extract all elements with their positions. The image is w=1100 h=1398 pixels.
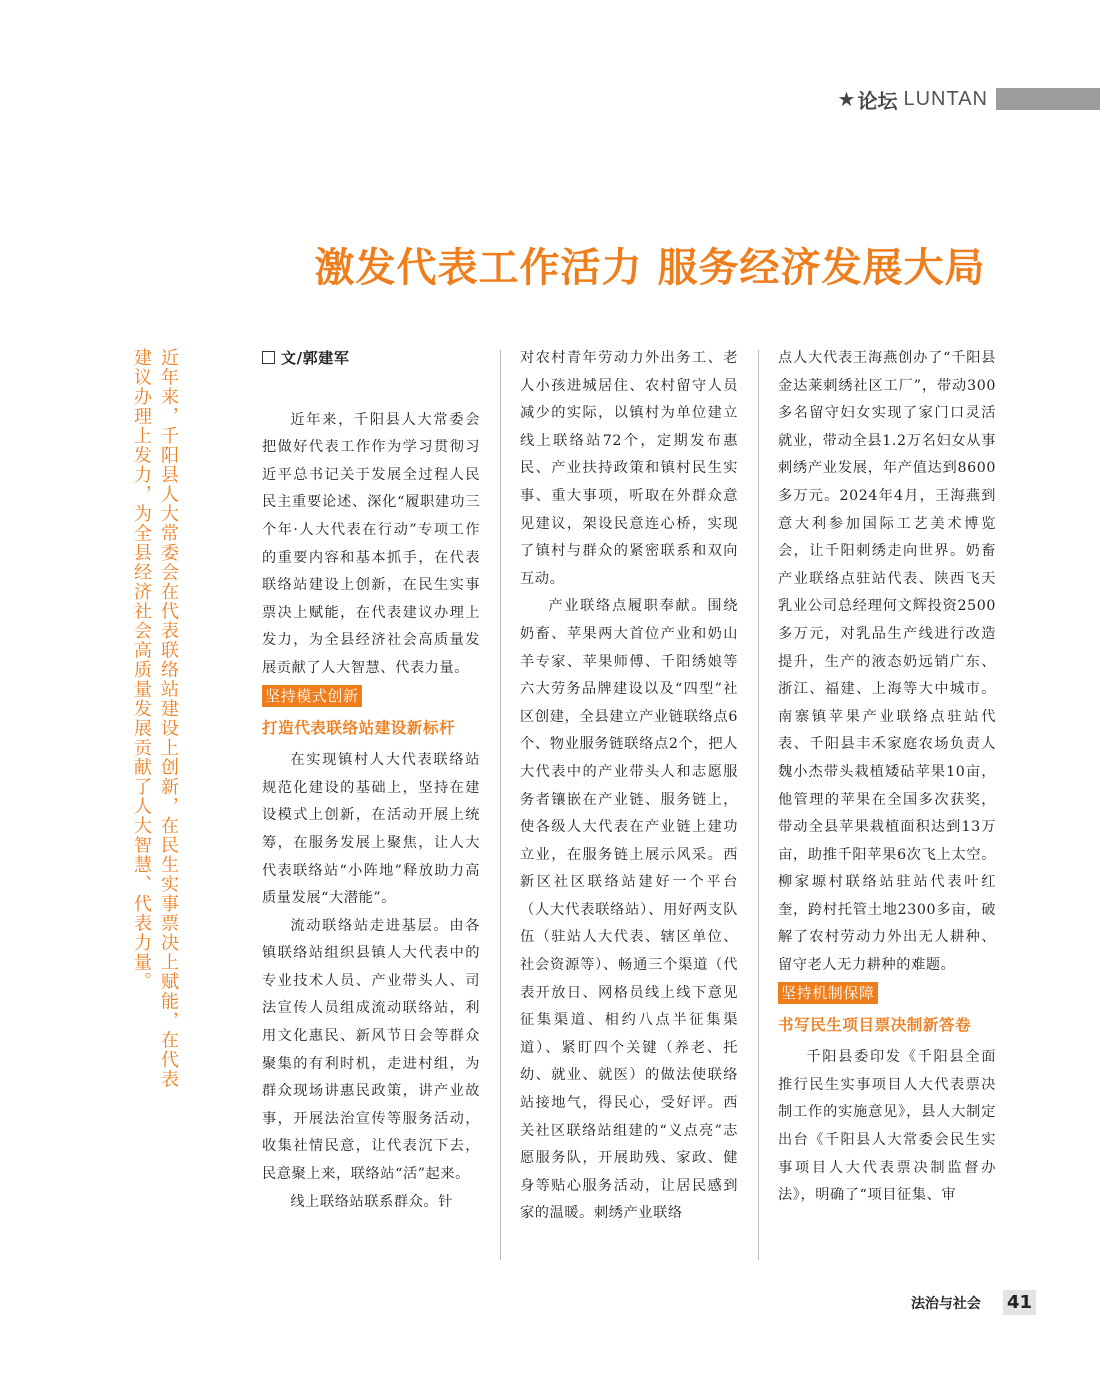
header-bar (996, 88, 1100, 110)
section-subtitle: 书写民生项目票决制新答卷 (778, 1016, 972, 1035)
section-tag: 坚持机制保障 (778, 982, 878, 1004)
paragraph: 线上联络站联系群众。针 (290, 1193, 454, 1210)
section-name-en: LUNTAN (903, 87, 988, 110)
article-title: 激发代表工作活力 服务经济发展大局 (314, 245, 986, 291)
column-divider (758, 350, 759, 1260)
magazine-name: 法治与社会 (910, 1295, 981, 1312)
byline-box-icon (262, 351, 275, 364)
page-number: 41 (1003, 1290, 1036, 1315)
section-tag: 坚持模式创新 (262, 685, 362, 707)
paragraph: 产业联络点履职奉献。围绕奶畜、苹果两大首位产业和奶山羊专家、苹果师傅、千阳绣娘等六大劳务品牌建设以及“四型”社区创建，全县建立产业链联络点6个、物业服务链联络点2个，把人大代表中的产业带头人和志愿服务者镶嵌在产业链、服务链上，使各级人大代表在产业链上建功立业，在服务链上展示风采。西新区社区联络站建好一个平台（人大代表联络站）、用好两支队伍（驻站人大代表、辖区单位、社会资源等）、畅通三个渠道（代表开放日、网格员线上线下意见征集渠道、相约八点半征集渠道）、紧盯四个关键（养老、托幼、就业、就医）的做法使联络站接地气，得民心，受好评。西关社区联络站组建的“义点亮”志愿服务队，开展助残、家政、健身等贴心服务活动，让居民感到家的温暖。刺绣产业联络 (520, 598, 738, 1222)
star-icon: ★ (837, 87, 856, 111)
column-3 (778, 345, 996, 1210)
section-header (838, 84, 1100, 114)
section-heading-1 (262, 683, 480, 712)
column-1 (262, 345, 480, 1216)
paragraph: 近年来，千阳县人大常委会把做好代表工作作为学习贯彻习近平总书记关于发展全过程人民民主重要论述、深化“履职建功三个年·人大代表在行动”专项工作的重要内容和基本抓手，在代表联络站建设上创新，在民生实事票决上赋能，在代表建议办理上发力，为全县经济社会高质量发展贡献了人大智慧、代表力量。 (262, 411, 480, 676)
paragraph: 对农村青年劳动力外出务工、老人小孩进城居住、农村留守人员减少的实际，以镇村为单位建立线上联络站72个，定期发布惠民、产业扶持政策和镇村民生实事、重大事项，听取在外群众意见建议，架设民意连心桥，实现了镇村与群众的紧密联系和双向互动。 (520, 350, 738, 587)
section-subtitle: 打造代表联络站建设新标杆 (262, 719, 456, 738)
byline-text: 文/郭建军 (281, 349, 350, 367)
section-heading-2 (778, 980, 996, 1009)
paragraph: 流动联络站走进基层。由各镇联络站组织县镇人大代表中的专业技术人员、产业带头人、司法宣传人员组成流动联络站，利用文化惠民、新风节日会等群众聚集的有利时机，走进村组，为群众现场讲惠民政策，讲产业故事，开展法治宣传等服务活动，收集社情民意，让代表沉下去，民意聚上来，联络站“活”起来。 (262, 917, 480, 1183)
column-divider (500, 350, 501, 1260)
paragraph: 千阳县委印发《千阳县全面推行民生实事项目人大代表票决制工作的实施意见》，县人大制定出台《千阳县人大常委会民生实事项目人大代表票决制监督办法》，明确了“项目征集、审 (778, 1049, 996, 1204)
paragraph: 在实现镇村人大代表联络站规范化建设的基础上，坚持在建设模式上创新，在活动开展上统筹，在服务发展上聚焦，让人大代表联络站“小阵地”释放助力高质量发展“大潜能”。 (262, 752, 480, 907)
paragraph: 点人大代表王海燕创办了“千阳县金达莱刺绣社区工厂”，带动300多名留守妇女实现了家门口灵活就业，带动全县1.2万名妇女从事刺绣产业发展，年产值达到8600多万元。2024年4月，王海燕到意大利参加国际工艺美术博览会，让千阳刺绣走向世界。奶畜产业联络点驻站代表、陕西飞天乳业公司总经理何文辉投资2500多万元，对乳品生产线进行改造提升，生产的液态奶远销广东、浙江、福建、上海等大中城市。南寨镇苹果产业联络点驻站代表、千阳县丰禾家庭农场负责人魏小杰带头栽植矮砧苹果10亩，他管理的苹果在全国多次获奖，带动全县苹果栽植面积达到13万亩，助推千阳苹果6次飞上太空。柳家塬村联络站驻站代表叶红奎，跨村托管土地2300多亩，破解了农村劳动力外出无人耕种、留守老人无力耕种的难题。 (778, 350, 996, 974)
column-2 (520, 345, 738, 1228)
page-footer (911, 1290, 1036, 1315)
lead-summary: 近年来，千阳县人大常委会在代表联络站建设上创新，在民生实事票决上赋能，在代表建议办理上发力，为全县经济社会高质量发展贡献了人大智慧、代表力量。 (131, 348, 179, 1089)
byline (262, 345, 480, 373)
section-name-cn: 论坛 (857, 88, 898, 113)
